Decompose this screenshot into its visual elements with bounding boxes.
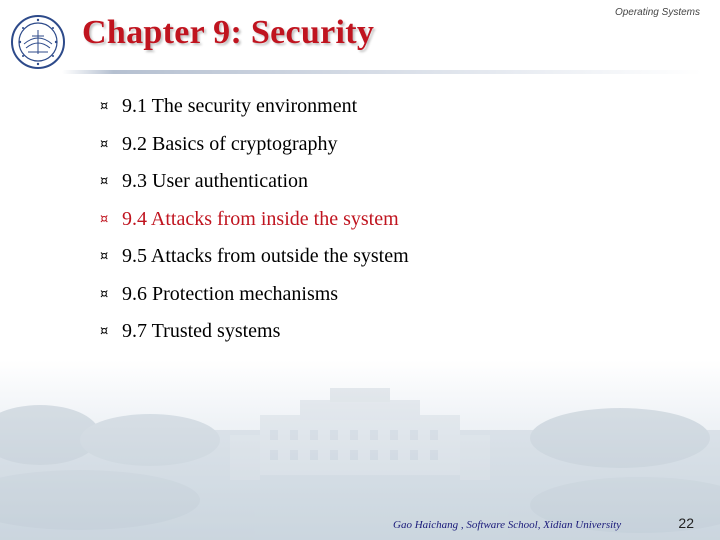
topic-label: 9.5 Attacks from outside the system: [122, 245, 409, 268]
topic-label: 9.3 User authentication: [122, 170, 309, 193]
topic-item: [100, 88, 409, 126]
topic-item: [100, 276, 409, 314]
bullet-icon: ¤: [100, 99, 109, 115]
topic-list: [100, 88, 409, 351]
topic-label: 9.6 Protection mechanisms: [122, 282, 339, 305]
topic-label: 9.4 Attacks from inside the system: [122, 207, 399, 230]
footer-credit: Gao Haichang , Software School, Xidian University: [393, 519, 622, 531]
slide-title: Chapter 9: Security: [82, 14, 375, 51]
topic-item: [100, 163, 409, 201]
topic-item: [100, 126, 409, 164]
bullet-icon: ¤: [100, 324, 109, 340]
page-number: 22: [678, 515, 694, 531]
bullet-icon: ¤: [100, 174, 109, 190]
topic-label: 9.7 Trusted systems: [122, 320, 281, 343]
university-emblem-logo: [10, 14, 66, 70]
topic-label: 9.2 Basics of cryptography: [122, 132, 338, 155]
course-name: Operating Systems: [614, 7, 700, 18]
topic-item: [100, 238, 409, 276]
topic-label: 9.1 The security environment: [122, 95, 358, 118]
campus-photo-background: [0, 360, 720, 540]
bullet-icon: ¤: [100, 249, 109, 265]
bullet-icon: ¤: [100, 136, 109, 152]
topic-item: [100, 201, 409, 239]
bullet-icon: ¤: [100, 211, 109, 227]
topic-item: [100, 313, 409, 351]
title-underline: [62, 70, 702, 74]
bullet-icon: ¤: [100, 286, 109, 302]
